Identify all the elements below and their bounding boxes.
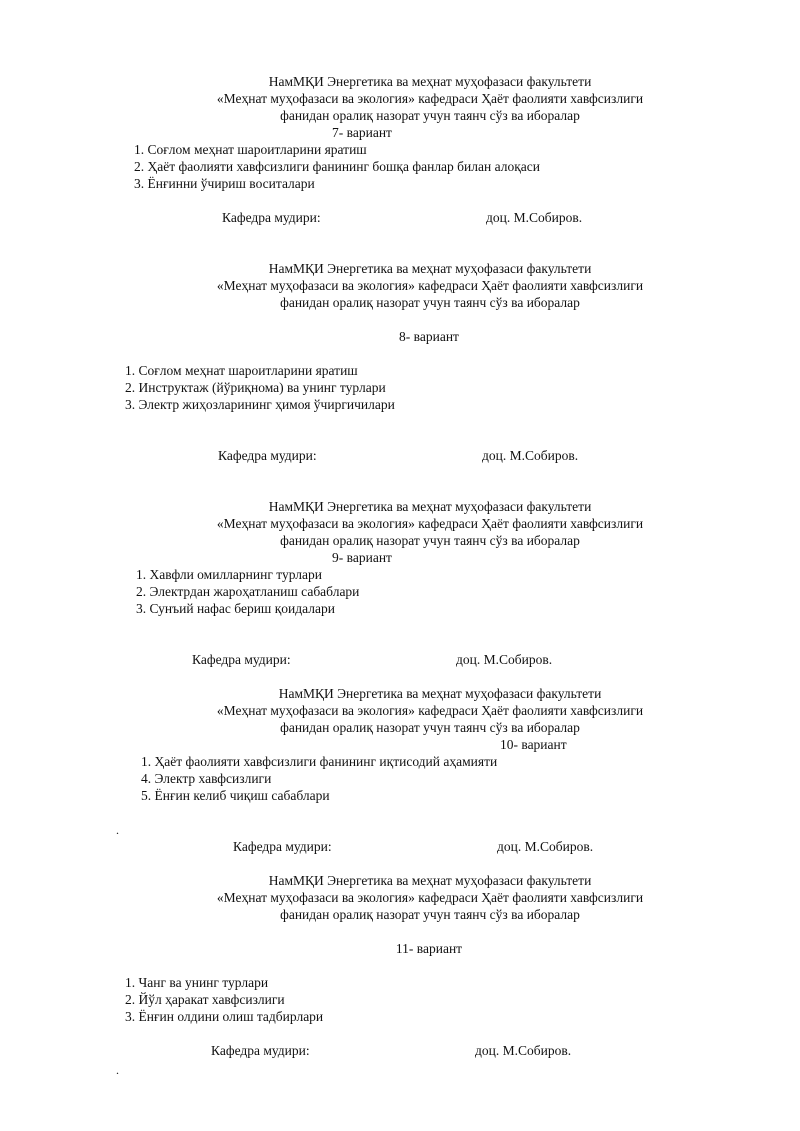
block-header-line-3: фанидан оралиқ назорат учун таянч сўз ва иборалар bbox=[280, 720, 580, 735]
question-item: 2. Йўл ҳаракат хавфсизлиги bbox=[125, 992, 285, 1007]
variant-title: 11- вариант bbox=[395, 941, 463, 956]
question-item: 1. Соғлом меҳнат шароитларини яратиш bbox=[125, 363, 358, 378]
question-item: 1. Соғлом меҳнат шароитларини яратиш bbox=[134, 142, 367, 157]
variant-title: 8- вариант bbox=[399, 329, 459, 344]
block-header-line-3: фанидан оралиқ назорат учун таянч сўз ва иборалар bbox=[280, 907, 580, 922]
signature-label: Кафедра мудири: bbox=[222, 210, 321, 225]
variant-title: 9- вариант bbox=[332, 550, 392, 565]
question-item: 3. Ёнғин олдини олиш тадбирлари bbox=[125, 1009, 324, 1024]
question-item: 3. Ёнғинни ўчириш воситалари bbox=[134, 176, 315, 191]
signature-name: доц. М.Собиров. bbox=[497, 839, 594, 854]
stray-mark: . bbox=[116, 823, 119, 837]
question-item: 5. Ёнғин келиб чиқиш сабаблари bbox=[141, 788, 330, 803]
variant-title: 10- вариант bbox=[500, 737, 567, 752]
question-item: 1. Хавфли омилларнинг турлари bbox=[136, 567, 322, 582]
signature-label: Кафедра мудири: bbox=[218, 448, 317, 463]
stray-mark: . bbox=[116, 1063, 119, 1077]
signature-label: Кафедра мудири: bbox=[233, 839, 332, 854]
block-header-line-2: «Меҳнат муҳофазаси ва экология» кафедраси Ҳаёт фаолияти хавфсизлиги bbox=[216, 516, 644, 531]
block-header-line-3: фанидан оралиқ назорат учун таянч сўз ва иборалар bbox=[280, 533, 580, 548]
block-header-line-1: НамМҚИ Энергетика ва меҳнат муҳофазаси факультети bbox=[278, 686, 602, 701]
block-header-line-1: НамМҚИ Энергетика ва меҳнат муҳофазаси факультети bbox=[268, 261, 592, 276]
variant-title: 7- вариант bbox=[332, 125, 392, 140]
question-item: 4. Электр хавфсизлиги bbox=[141, 771, 272, 786]
question-item: 2. Электрдан жароҳатланиш сабаблари bbox=[136, 584, 360, 599]
block-header-line-1: НамМҚИ Энергетика ва меҳнат муҳофазаси факультети bbox=[268, 499, 592, 514]
question-item: 2. Инструктаж (йўриқнома) ва унинг турлари bbox=[125, 380, 386, 395]
block-header-line-2: «Меҳнат муҳофазаси ва экология» кафедраси Ҳаёт фаолияти хавфсизлиги bbox=[216, 91, 644, 106]
signature-name: доц. М.Собиров. bbox=[475, 1043, 572, 1058]
block-header-line-2: «Меҳнат муҳофазаси ва экология» кафедраси Ҳаёт фаолияти хавфсизлиги bbox=[216, 890, 644, 905]
signature-label: Кафедра мудири: bbox=[192, 652, 291, 667]
signature-label: Кафедра мудири: bbox=[211, 1043, 310, 1058]
question-item: 3. Электр жиҳозларининг ҳимоя ўчиргичилари bbox=[125, 397, 395, 412]
signature-name: доц. М.Собиров. bbox=[456, 652, 553, 667]
question-item: 1. Ҳаёт фаолияти хавфсизлиги фанининг иқтисодий аҳамияти bbox=[141, 754, 498, 769]
block-header-line-1: НамМҚИ Энергетика ва меҳнат муҳофазаси факультети bbox=[268, 873, 592, 888]
block-header-line-2: «Меҳнат муҳофазаси ва экология» кафедраси Ҳаёт фаолияти хавфсизлиги bbox=[216, 278, 644, 293]
block-header-line-3: фанидан оралиқ назорат учун таянч сўз ва иборалар bbox=[280, 295, 580, 310]
block-header-line-1: НамМҚИ Энергетика ва меҳнат муҳофазаси факультети bbox=[268, 74, 592, 89]
block-header-line-3: фанидан оралиқ назорат учун таянч сўз ва иборалар bbox=[280, 108, 580, 123]
signature-name: доц. М.Собиров. bbox=[486, 210, 583, 225]
question-item: 3. Сунъий нафас бериш қоидалари bbox=[136, 601, 335, 616]
signature-name: доц. М.Собиров. bbox=[482, 448, 579, 463]
block-header-line-2: «Меҳнат муҳофазаси ва экология» кафедраси Ҳаёт фаолияти хавфсизлиги bbox=[216, 703, 644, 718]
question-item: 1. Чанг ва унинг турлари bbox=[125, 975, 269, 990]
question-item: 2. Ҳаёт фаолияти хавфсизлиги фанининг бошқа фанлар билан алоқаси bbox=[134, 159, 540, 174]
